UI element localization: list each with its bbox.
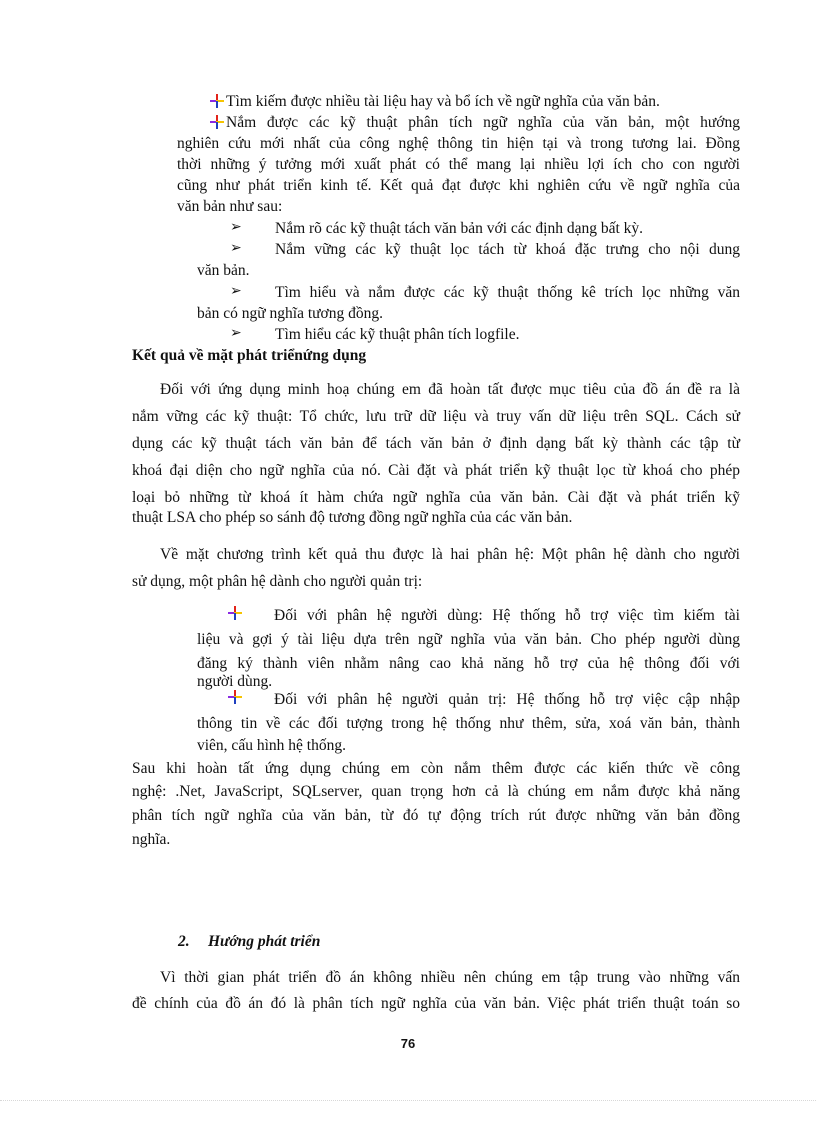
paragraph-line: sử dụng, một phân hệ dành cho người quản trị: bbox=[132, 573, 423, 590]
paragraph-line: đề chính của đồ án đó là phân tích ngữ nghĩa của văn bản. Việc phát triển thuật toán so bbox=[132, 995, 740, 1012]
section-heading: Hướng phát triển bbox=[208, 933, 321, 950]
arrowhead-bullet-icon: ➢ bbox=[230, 325, 242, 341]
diamond-bullet-icon bbox=[228, 606, 242, 620]
bullet-text: Nắm được các kỹ thuật phân tích ngữ nghĩa của văn bản, một hướng bbox=[226, 114, 740, 131]
bullet-text: Đối với phân hệ người dùng: Hệ thống hỗ trợ việc tìm kiếm tài bbox=[274, 607, 740, 624]
paragraph-line: loại bỏ những từ khoá ít hàm chứa ngữ nghĩa của văn bản. Cài đặt và phát triển kỹ bbox=[132, 489, 740, 506]
paragraph-line: nghĩa. bbox=[132, 831, 171, 848]
paragraph-line: phân tích ngữ nghĩa của văn bản, từ đó tự động trích rút được những văn bản đồng bbox=[132, 807, 740, 824]
arrowhead-bullet-icon: ➢ bbox=[230, 240, 242, 256]
paragraph-line: thuật LSA cho phép so sánh độ tương đồng ngữ nghĩa của các văn bản. bbox=[132, 509, 573, 526]
section-heading: Kết quả về mặt phát triểnứng dụng bbox=[132, 347, 367, 364]
paragraph-line: thời những ý tưởng mới xuất phát có thể mang lại nhiều lợi ích cho con người bbox=[177, 156, 740, 173]
bullet-text: liệu và gợi ý tài liệu dựa trên ngữ nghĩa vủa văn bản. Cho phép người dùng bbox=[197, 631, 740, 648]
bullet-text: Đối với phân hệ người quản trị: Hệ thống hỗ trợ việc cập nhập bbox=[274, 691, 740, 708]
section-number: 2. bbox=[178, 933, 190, 950]
bullet-text: đăng ký thành viên nhằm nâng cao khả năng hỗ trợ của hệ thông đối với bbox=[197, 655, 740, 672]
sub-bullet-text: Nắm rõ các kỹ thuật tách văn bản với các định dạng bất kỳ. bbox=[275, 220, 644, 237]
paragraph-line: văn bản như sau: bbox=[177, 198, 283, 215]
bullet-text: Tìm kiếm được nhiều tài liệu hay và bổ ích về ngữ nghĩa của văn bản. bbox=[226, 93, 660, 110]
arrowhead-bullet-icon: ➢ bbox=[230, 283, 242, 299]
sub-bullet-text: bản có ngữ nghĩa tương đồng. bbox=[197, 305, 383, 322]
diamond-bullet-icon bbox=[210, 115, 224, 129]
paragraph-line: khoá đại diện cho ngữ nghĩa của nó. Cài đặt và phát triển kỹ thuật lọc từ khoá cho phép bbox=[132, 462, 740, 479]
paragraph-line: dụng các kỹ thuật tách văn bản để tách văn bản ở định dạng bất kỳ thành các tập từ bbox=[132, 435, 740, 452]
paragraph-line: Đối với ứng dụng minh hoạ chúng em đã hoàn tất được mục tiêu của đồ án đề ra là bbox=[160, 381, 740, 398]
bullet-text: thông tin về các đối tượng trong hệ thống như thêm, sửa, xoá văn bản, thành bbox=[197, 715, 740, 732]
diamond-bullet-icon bbox=[228, 690, 242, 704]
paragraph-line: nghiên cứu mới nhất của công nghệ thông tin hiện tại và trong tương lai. Đồng bbox=[177, 135, 740, 152]
paragraph-line: nắm vững các kỹ thuật: Tổ chức, lưu trữ dữ liệu và truy vấn dữ liệu trên SQL. Cách sử bbox=[132, 408, 740, 425]
arrowhead-bullet-icon: ➢ bbox=[230, 219, 242, 235]
diamond-bullet-icon bbox=[210, 94, 224, 108]
page-number: 76 bbox=[400, 1036, 416, 1051]
bullet-text: viên, cấu hình hệ thống. bbox=[197, 737, 346, 754]
sub-bullet-text: Nắm vững các kỹ thuật lọc tách từ khoá đặc trưng cho nội dung bbox=[275, 241, 740, 258]
sub-bullet-text: văn bản. bbox=[197, 262, 250, 279]
sub-bullet-text: Tìm hiểu các kỹ thuật phân tích logfile. bbox=[275, 326, 520, 343]
paragraph-line: cũng như phát triển kinh tế. Kết quả đạt được khi nghiên cứu về ngữ nghĩa của bbox=[177, 177, 740, 194]
paragraph-line: Sau khi hoàn tất ứng dụng chúng em còn nắm thêm được các kiến thức về công bbox=[132, 760, 740, 777]
paragraph-line: Vì thời gian phát triển đồ án không nhiều nên chúng em tập trung vào những vấn bbox=[160, 969, 740, 986]
page-edge-divider bbox=[0, 1100, 816, 1101]
paragraph-line: nghệ: .Net, JavaScript, SQLserver, quan trọng hơn cả là chúng em nắm được khả năng bbox=[132, 783, 740, 800]
paragraph-line: Về mặt chương trình kết quả thu được là hai phân hệ: Một phân hệ dành cho người bbox=[160, 546, 740, 563]
bullet-text: người dùng. bbox=[197, 673, 273, 690]
sub-bullet-text: Tìm hiểu và nắm được các kỹ thuật thống kê trích lọc những văn bbox=[275, 284, 740, 301]
